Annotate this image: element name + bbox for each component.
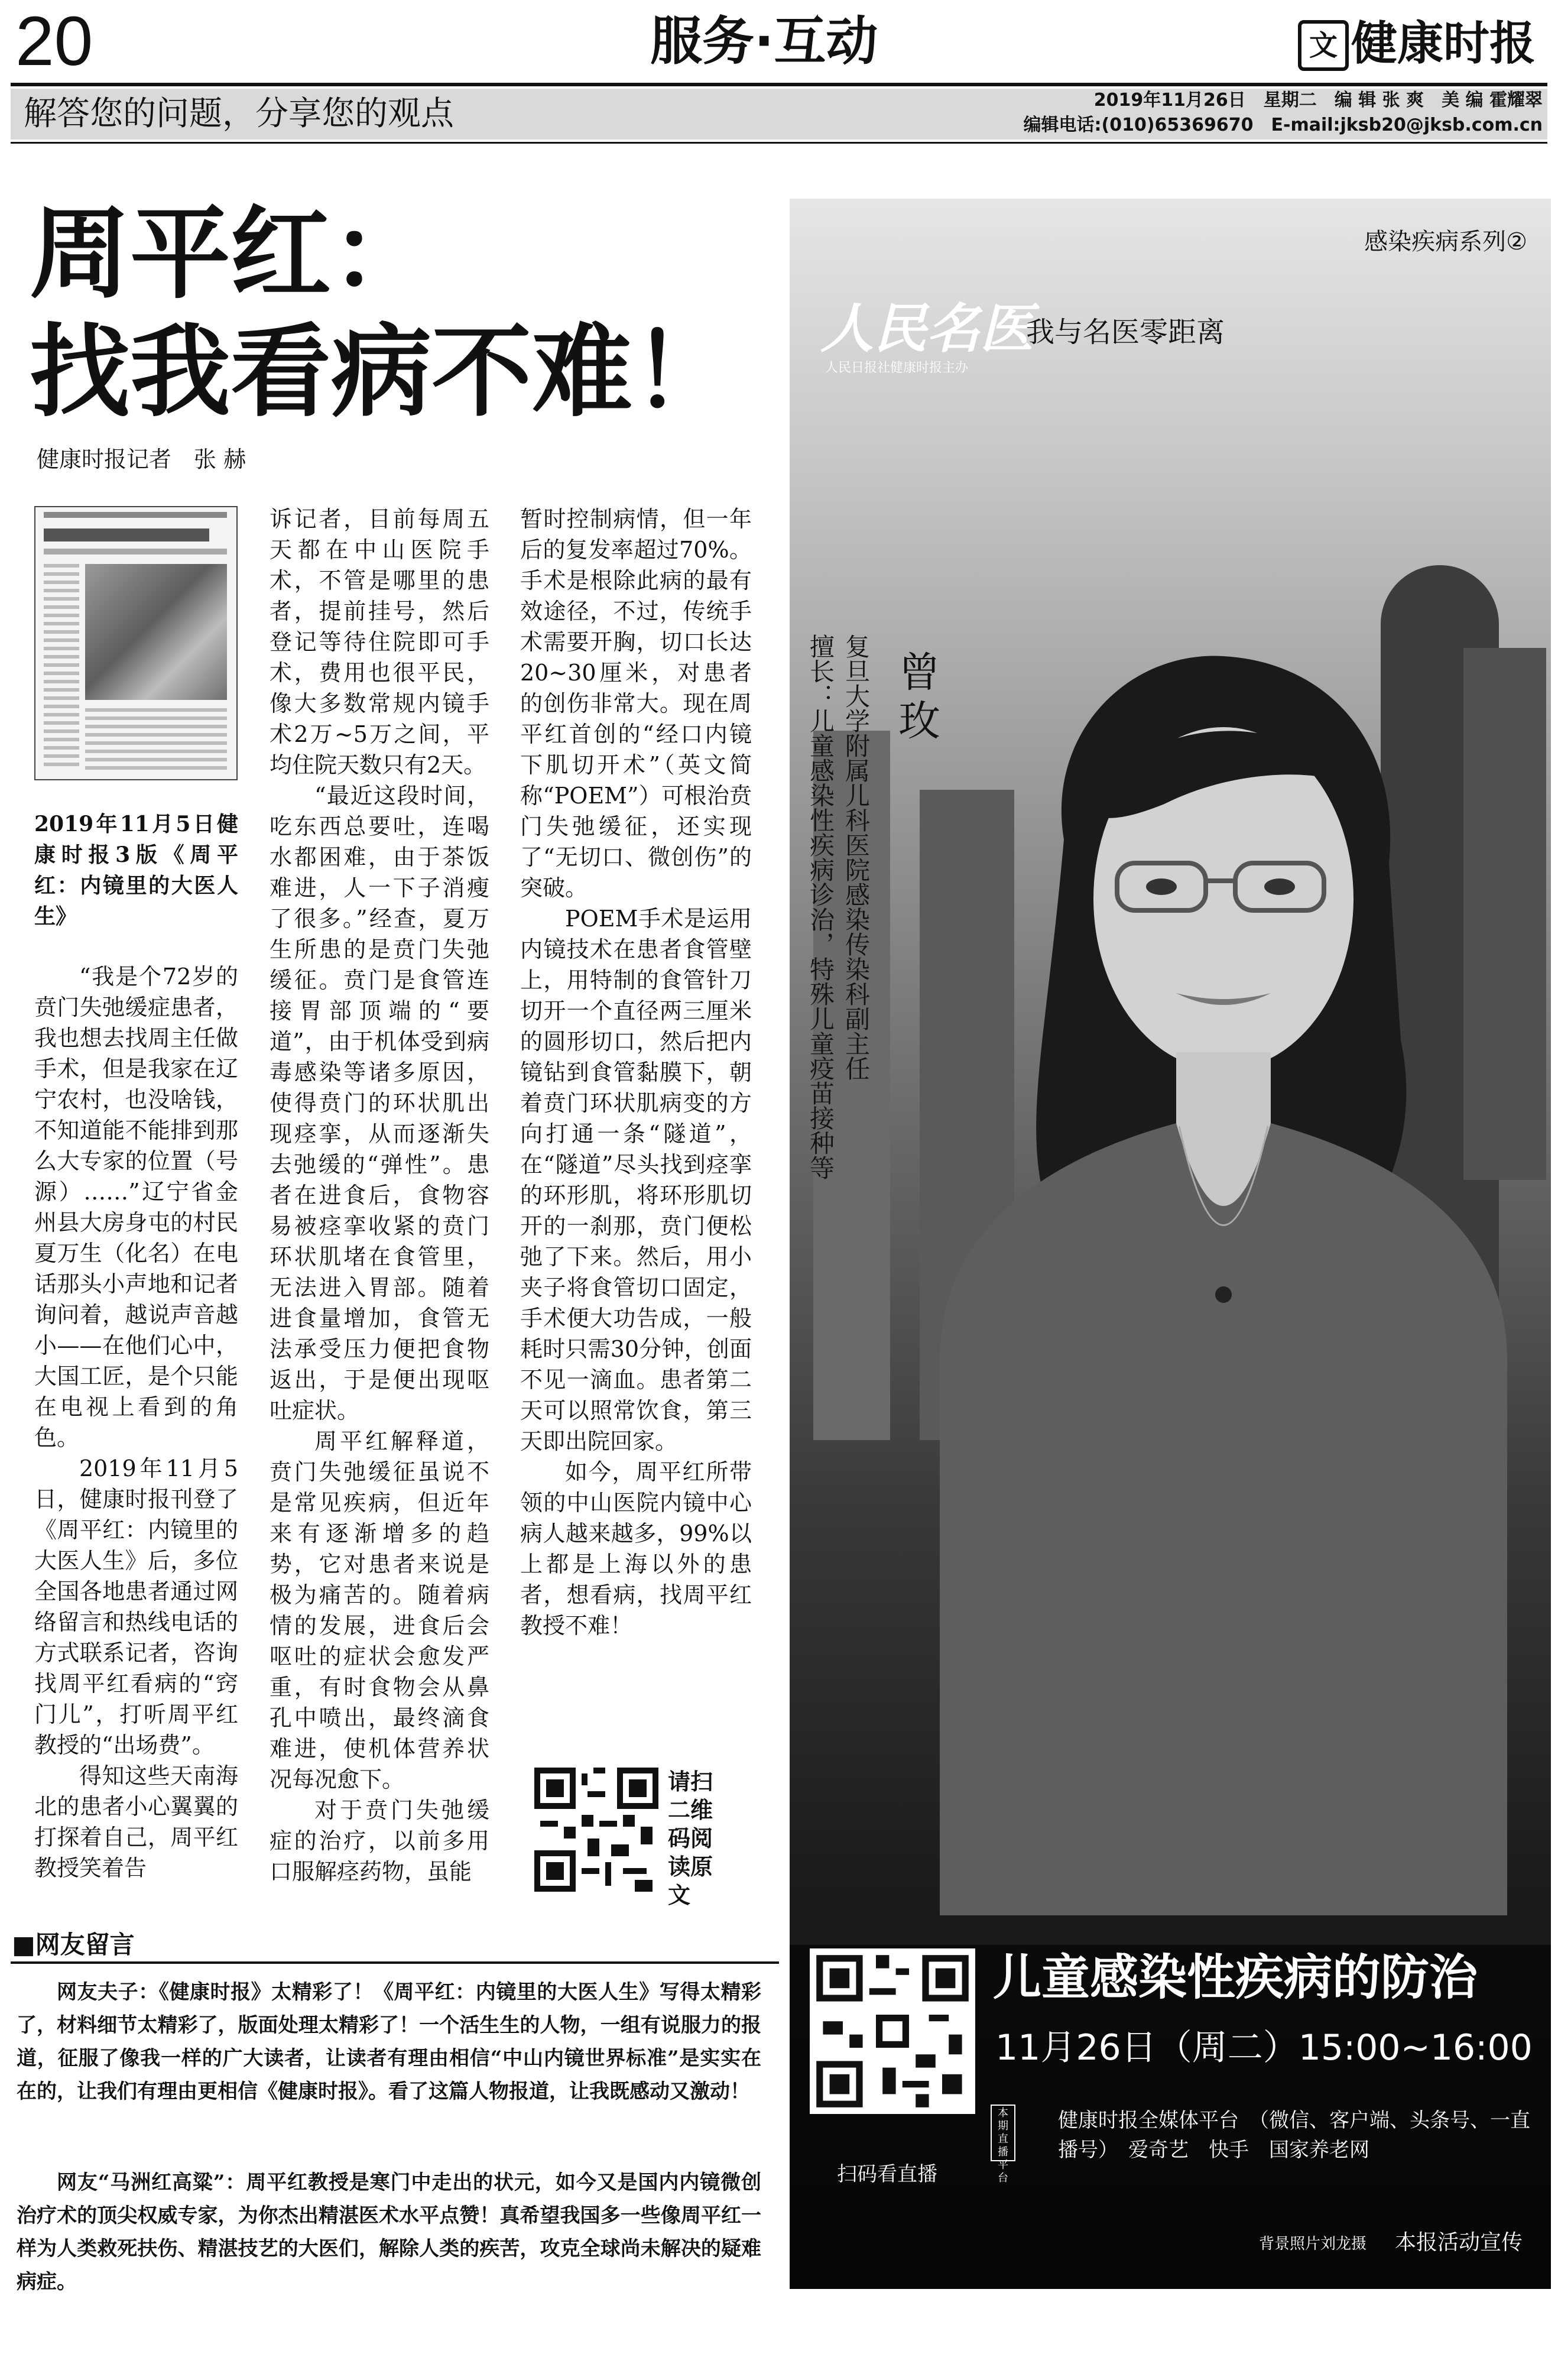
paragraph: 诉记者，目前每周五天都在中山医院手术，不管是哪里的患者，提前挂号，然后登记等待住院即可手术，费用也很平民，像大多数常规内镜手术2万~5万之间，平均住院天数只有2天。: [270, 506, 489, 778]
previous-issue-thumbnail: [34, 506, 238, 780]
paragraph: “我是个72岁的贲门失弛缓症患者，我也想去找周主任做手术，但是我家在辽宁农村，也没啥钱，不知道能不能排到那么大专家的位置（号源）……”辽宁省金州县大房身屯的村民夏万生（化名）在电话那头小声地和记者询问着，越说声音越小——在他们心中，大国工匠，是个只能在电视上看到的角色。: [34, 964, 238, 1451]
paragraph: 得知这些天南海北的患者小心翼翼的打探着自己，周平红教授笑着告: [34, 1763, 238, 1881]
paragraph: 对于贲门失弛缓症的治疗，以前多用口服解痉药物，虽能: [270, 1797, 489, 1885]
headline-line-1: 周平红：: [30, 196, 432, 313]
doctor-name: 曾玫: [892, 650, 940, 747]
header-rule-bottom: [11, 142, 1547, 144]
live-stream-title: 儿童感染性疾病的防治: [993, 1950, 1478, 2006]
article-byline: 健康时报记者 张 赫: [37, 446, 246, 472]
brand-tagline: 我与名医零距离: [1026, 316, 1225, 349]
paragraph: “最近这段时间，吃东西总要吐，连喝水都困难，由于茶饭难进，人一下子消瘦了很多。”经查，夏万生所患的是贲门失弛缓征。贲门是食管连接胃部顶端的“要道”，由于机体受到病毒感染等诸多原因，使得贲门的环状肌出现痉挛，从而逐渐失去弛缓的“弹性”。患者在进食后，食物容易被痉挛收紧的贲门环状肌堵在食管里，无法进入胃部。随着进食量增加，食管无法承受压力便把食物返出，于是便出现呕吐症状。: [270, 783, 489, 1424]
brand-subtitle: 人民日报社健康时报主办: [825, 361, 969, 375]
page-number: 20: [15, 2, 93, 80]
thumbnail-caption: 2019年11月5日健康时报3版《周平红：内镜里的大医人生》: [34, 812, 238, 929]
doctor-portrait: [869, 591, 1531, 1915]
promo-credit: 本报活动宣传: [1395, 2230, 1523, 2255]
header-contact: 编辑电话:(010)65369670 E-mail:jksb20@jksb.com.cn: [1023, 115, 1543, 135]
series-label: 感染疾病系列②: [1364, 228, 1527, 255]
reader-comment: 网友“马洲红高粱”：周平红教授是寒门中走出的状元，如今又是国内内镜微创治疗术的顶尖权威专家，为你杰出精湛医术水平点赞！真希望我国多一些像周平红一样为人类救死扶伤、精湛技艺的大医们，解除人类的疾苦，攻克全球尚未解决的疑难病症。: [17, 2171, 761, 2294]
brand-logo: 人民名医: [820, 297, 1033, 360]
paragraph: 周平红解释道，贲门失弛缓征虽说不是常见疾病，但近年来有逐渐增多的趋势，它对患者来说是极为痛苦的。随着病情的发展，进食后会呕吐的症状会愈发严重，有时食物会从鼻孔中喷出，最终滴食难进，使机体营养状况每况愈下。: [270, 1428, 489, 1792]
platform-badge: 本期直播平台: [991, 2105, 1015, 2161]
article-qr-code[interactable]: [534, 1768, 658, 1892]
section-title: 服务·互动: [650, 11, 878, 72]
header-slogan: 解答您的问题，分享您的观点: [24, 95, 454, 133]
doctor-title: 复旦大学附属儿科医院感染传染科副主任: [842, 634, 871, 1081]
paragraph: 如今，周平红所带领的中山医院内镜中心病人越来越多，99%以上都是上海以外的患者，想看病，找周平红教授不难！: [520, 1459, 752, 1639]
live-stream-time: 11月26日（周二）15:00~16:00: [995, 2027, 1533, 2068]
paragraph: POEM手术是运用内镜技术在患者食管壁上，用特制的食管针刀切开一个直径两三厘米的圆形切口，然后把内镜钻到食管黏膜下，朝着贲门环状肌病变的方向打通一条“隧道”，在“隧道”尽头找到痉挛的环形肌，将环形肌切开的一刹那，贲门便松弛了下来。然后，用小夹子将食管切口固定，手术便大功告成，一般耗时只需30分钟，创面不见一滴血。患者第二天可以照常饮食，第三天即出院回家。: [520, 906, 752, 1454]
newspaper-logo: 健康时报: [1351, 17, 1536, 70]
header-rule: [11, 83, 1547, 86]
comments-rule: [11, 1961, 779, 1964]
header-date-editors: 2019年11月26日 星期二 编 辑 张 爽 美 编 霍耀翠: [1093, 90, 1543, 111]
photo-credit: 背景照片刘龙摄: [1259, 2235, 1367, 2253]
article-qr-label: 请扫二维码阅读原文: [668, 1769, 713, 1908]
newspaper-logo-icon: 文: [1298, 20, 1349, 71]
headline-line-2: 找我看病不难！: [30, 314, 733, 431]
article-column-2: [270, 504, 489, 1887]
comments-heading: ■网友留言: [12, 1930, 135, 1959]
paragraph: 暂时控制病情，但一年后的复发率超过70%。手术是根除此病的最有效途径，不过，传统手术需要开胸，切口长达20~30厘米，对患者的创伤非常大。现在周平红首创的“经口内镜下肌切开术”（英文简称“POEM”）可根治贲门失弛缓征，还实现了“无切口、微创伤”的突破。: [520, 506, 752, 901]
article-column-1: [34, 961, 238, 1883]
article-column-3: [520, 504, 752, 1641]
reader-comment: 网友夫子：《健康时报》太精彩了！《周平红：内镜里的大医人生》写得太精彩了，材料细节太精彩了，版面处理太精彩了！一个活生生的人物，一组有说服力的报道，征服了像我一样的广大读者，让读者有理由相信“中山内镜世界标准”是实实在在的，让我们有理由更相信《健康时报》。看了这篇人物报道，让我既感动又激动！: [17, 1980, 761, 2103]
live-stream-qr-label: 扫码看直播: [837, 2162, 937, 2186]
live-stream-platforms: 健康时报全媒体平台 （微信、客户端、头条号、一直播号） 爱奇艺 快手 国家养老网: [1058, 2109, 1530, 2162]
live-stream-qr-code[interactable]: [810, 1948, 975, 2114]
doctor-specialty: 擅长：儿童感染性疾病诊治，特殊儿童疫苗接种等: [806, 634, 835, 1180]
paragraph: 2019年11月5日，健康时报刊登了《周平红：内镜里的大医人生》后，多位全国各地患者通过网络留言和热线电话的方式联系记者，咨询找周平红看病的“窍门儿”，打听周平红教授的“出场费”。: [34, 1455, 238, 1758]
article-headline: [30, 195, 733, 432]
